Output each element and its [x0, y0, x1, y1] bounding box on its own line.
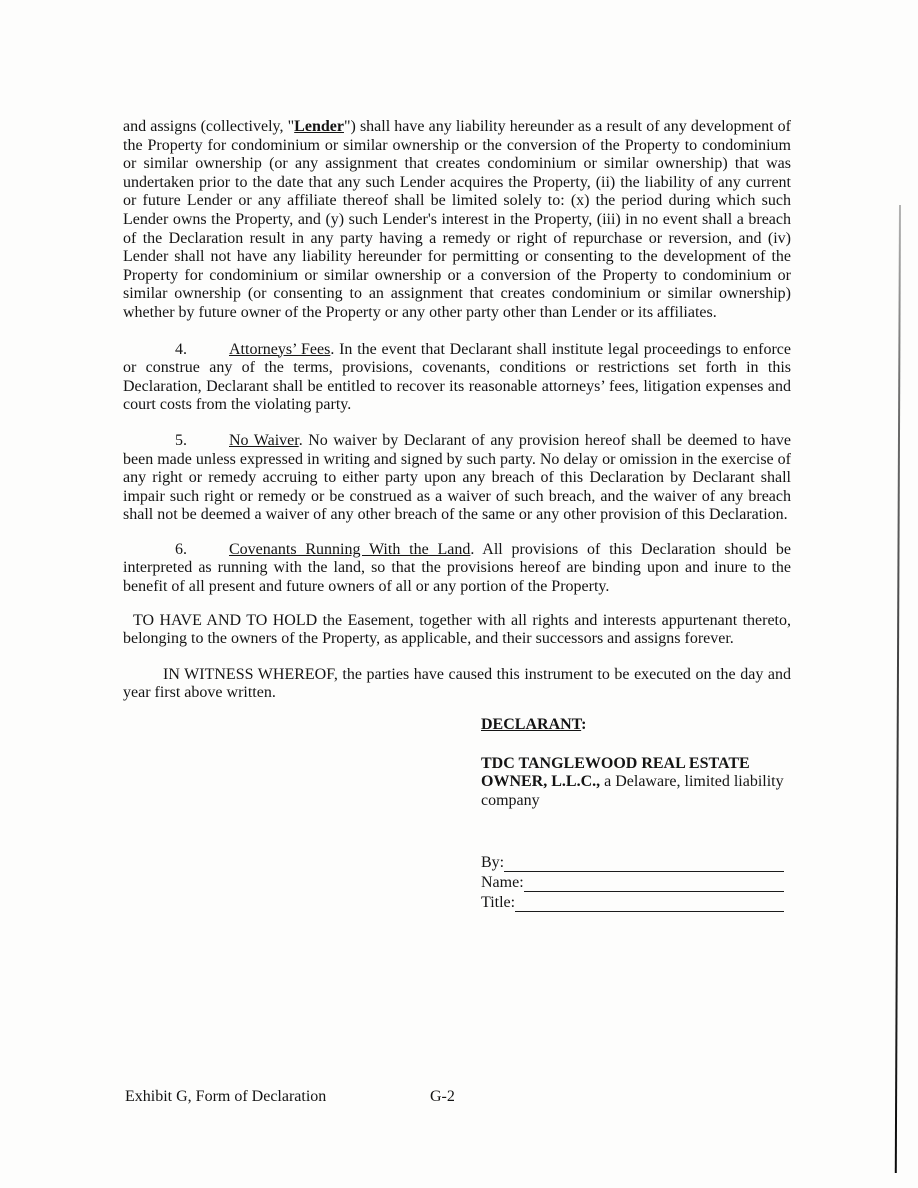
company-name-descriptor: a Delaware, limited liability company — [481, 773, 784, 809]
lender-defined-term: Lender — [294, 118, 344, 135]
signature-line-name — [481, 872, 784, 892]
section-text-no-waiver: . No waiver by Declarant of any provision hereof shall be deemed to have been made unless expressed in writing and signed by such party. No delay or omission in the exercise of any right or remedy accruing to either party upon any breach of this Declaration by Declarant shall impair such right or remedy or be construed as a waiver of such breach, and the waiver of any breach shall not be deemed a waiver of any other breach of the same or any other provision of this Declaration. — [123, 431, 791, 524]
by-label: By: — [481, 854, 505, 872]
paragraph-no-waiver — [123, 432, 791, 525]
by-signature-rule — [504, 854, 784, 872]
section-heading-covenants: Covenants Running With the Land — [229, 540, 471, 558]
section-heading-no-waiver: No Waiver — [229, 431, 299, 449]
footer-exhibit-label: Exhibit G, Form of Declaration — [125, 1088, 327, 1105]
section-number-6: 6. — [175, 540, 187, 558]
declarant-heading — [481, 716, 791, 735]
declarant-heading-text: DECLARANT — [481, 716, 582, 734]
paragraph-covenants — [123, 541, 791, 597]
name-label: Name: — [481, 874, 524, 892]
paragraph-habendum: TO HAVE AND TO HOLD the Easement, together with all rights and interests appurtenant thereto, belonging to the owners of the Property, as applicable, and their successors and assigns forever. — [123, 611, 791, 648]
signature-line-by — [481, 852, 784, 872]
section-heading-attorneys-fees: Attorneys’ Fees — [229, 340, 331, 358]
signature-lines — [481, 852, 784, 912]
scan-line-artifact — [895, 205, 901, 1173]
paragraph-lender-liability-post: ") shall have any liability hereunder as a result of any development of the Property for condominium or similar ownership or the conversion of the Property to condominium or similar ownership (or any assignment that creates condominium or similar ownership) that was undertaken prior to the date that any such Lender acquires the Property, (ii) the liability of any current or future Lender or any affiliate thereof shall be limited solely to: (x) the period during which such Lender owns the Property, and (y) such Lender's interest in the Property, (iii) in no event shall a breach of the Declaration result in any party having a remedy or right of repurchase or reversion, and (iv) Lender shall not have any liability hereunder for permitting or consenting to the development of the Property for condominium or similar ownership or a conversion of the Property to condominium or similar ownership (or consenting to an assignment that creates condominium or similar ownership) whether by future owner of the Property or any other party other than Lender or its affiliates. — [123, 118, 791, 321]
company-name-bold: TDC TANGLEWOOD REAL ESTATE OWNER, L.L.C., — [481, 754, 750, 791]
footer-page-number: G-2 — [430, 1088, 455, 1105]
signature-line-title — [481, 892, 784, 912]
paragraph-lender-liability — [123, 118, 791, 323]
paragraph-witness: IN WITNESS WHEREOF, the parties have caused this instrument to be executed on the day and year first above written. — [123, 665, 791, 702]
title-label: Title: — [481, 894, 516, 912]
declarant-company-name — [481, 755, 799, 811]
declarant-heading-colon: : — [581, 716, 587, 734]
title-signature-rule — [515, 894, 784, 912]
section-number-4: 4. — [175, 340, 187, 358]
signature-block — [481, 716, 791, 912]
section-number-5: 5. — [175, 431, 187, 449]
page-footer — [125, 1088, 793, 1106]
paragraph-lender-liability-pre: and assigns (collectively, " — [123, 118, 295, 135]
name-signature-rule — [524, 874, 784, 892]
paragraph-attorneys-fees — [123, 341, 791, 415]
section-text-covenants: . All provisions of this Declaration should be interpreted as running with the land, so that the provisions hereof are binding upon and inure to the benefit of all present and future owners of all or any portion of the Property. — [123, 540, 791, 596]
document-body — [123, 118, 791, 912]
section-text-attorneys-fees: . In the event that Declarant shall institute legal proceedings to enforce or construe any of the terms, provisions, covenants, conditions or restrictions set forth in this Declaration, Declarant shall be entitled to recover its reasonable attorneys’ fees, litigation expenses and court costs from the violating party. — [123, 340, 791, 414]
